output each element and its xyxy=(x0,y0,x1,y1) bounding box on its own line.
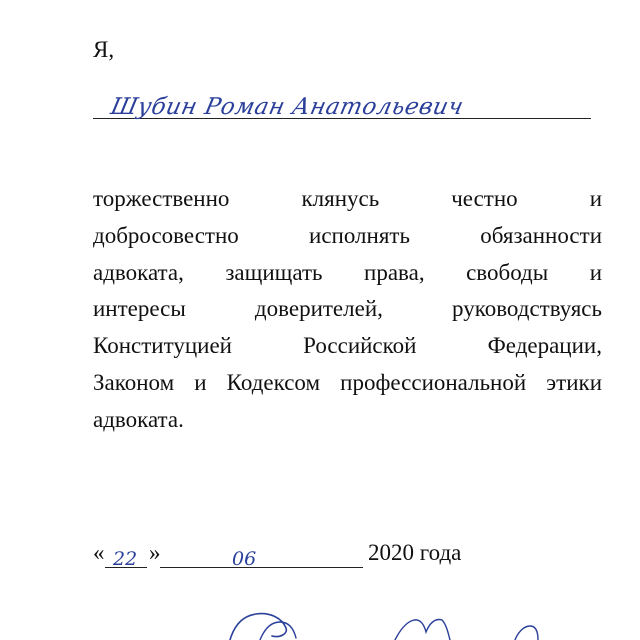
date-close-quote: » xyxy=(149,540,161,565)
oath-body xyxy=(93,181,602,439)
date-open-quote: « xyxy=(93,540,105,565)
handwritten-day: 22 xyxy=(113,548,138,570)
date-year: 2020 года xyxy=(368,540,462,565)
oath-opener: Я, xyxy=(93,37,115,62)
handwritten-name: Шубин Роман Анатольевич xyxy=(108,93,467,120)
oath-line: торжественно клянусь честно и xyxy=(93,186,602,211)
day-field xyxy=(105,543,147,573)
oath-line: Законом и Кодексом профессиональной этики xyxy=(93,369,602,395)
oath-line: адвоката. xyxy=(93,406,184,432)
handwritten-name-field xyxy=(93,70,591,130)
oath-line: добросовестно исполнять обязанности xyxy=(93,222,602,248)
month-field xyxy=(160,543,363,573)
signature-image xyxy=(190,600,610,640)
oath-line: адвоката, защищать права, свободы и xyxy=(93,259,602,285)
oath-line: Конституцией Российской Федерации, xyxy=(93,333,602,359)
handwritten-month: 06 xyxy=(232,548,257,570)
date-row xyxy=(93,539,513,579)
oath-line: интересы доверителей, руководствуясь xyxy=(93,296,602,322)
